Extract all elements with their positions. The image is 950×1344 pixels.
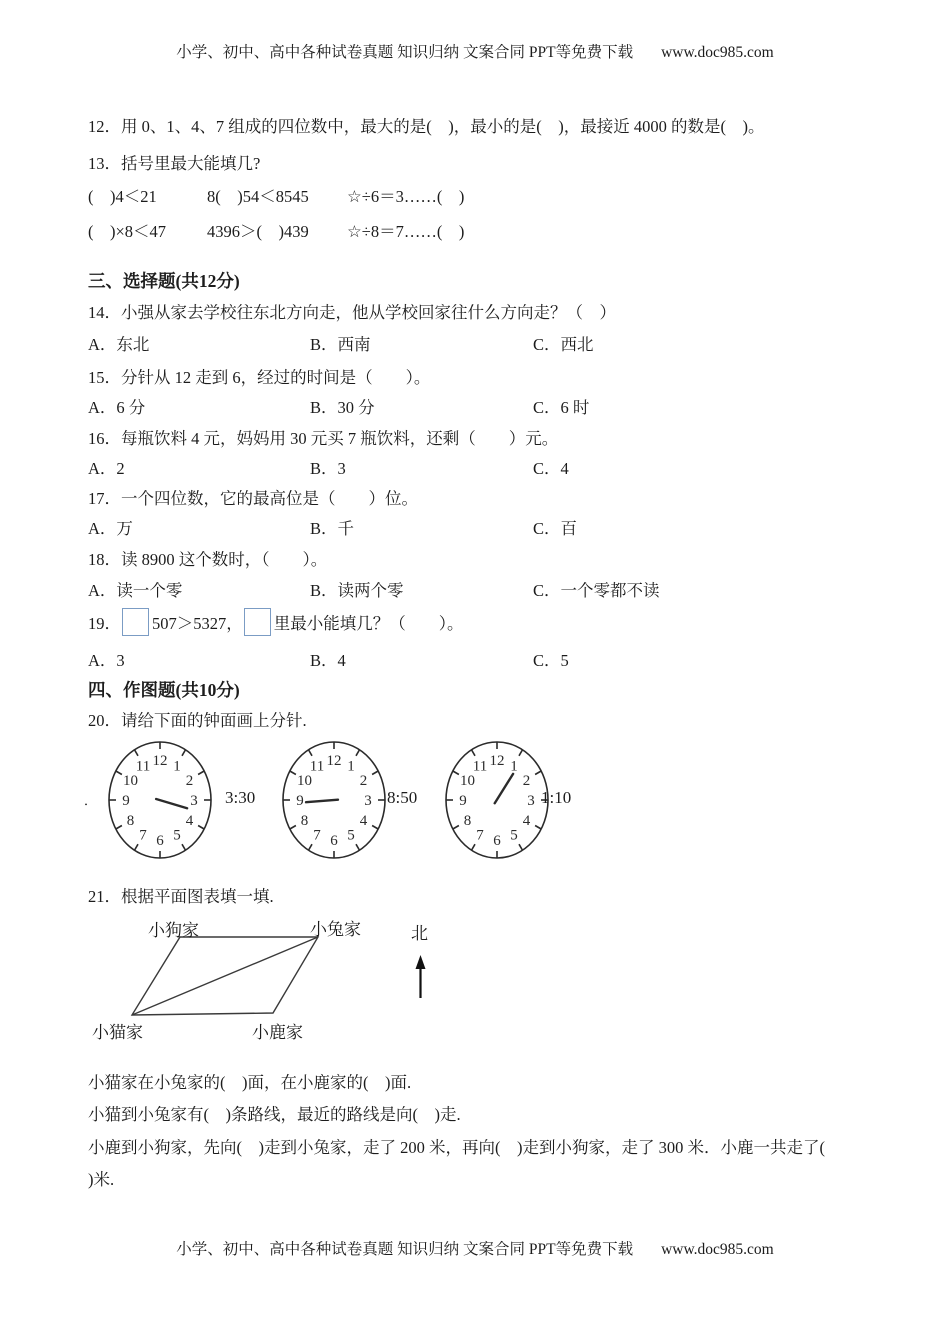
question-21: 21．根据平面图表填一填. [88, 887, 274, 906]
question-16: 16．每瓶饮料 4 元，妈妈用 30 元买 7 瓶饮料，还剩（ ）元。 [88, 429, 559, 448]
svg-text:1: 1 [510, 758, 518, 775]
option-b: B．千 [310, 519, 355, 538]
clock-3-time-label: 1:10 [541, 788, 572, 807]
svg-text:6: 6 [156, 833, 164, 849]
option-c: C．百 [533, 519, 578, 538]
svg-text:2: 2 [359, 773, 368, 789]
svg-text:10: 10 [297, 773, 313, 789]
q13-expression: ( )×8＜47 [88, 222, 167, 241]
svg-text:4: 4 [522, 813, 531, 829]
svg-text:9: 9 [122, 793, 130, 809]
option-b: B．4 [310, 651, 346, 670]
svg-text:7: 7 [139, 827, 147, 844]
clock-face-3 [437, 738, 557, 864]
option-b: B．西南 [310, 335, 371, 354]
map-diagonal [132, 937, 318, 1015]
question-12: 12．用 0、1、4、7 组成的四位数中，最大的是( )，最小的是( )，最接近 4000 的数是( )。 [88, 117, 765, 136]
stray-dot: ． [84, 793, 98, 808]
page-header [0, 40, 950, 62]
question-13: 13．括号里最大能填几? [88, 154, 261, 173]
svg-text:3: 3 [527, 793, 535, 809]
fill-box [122, 608, 149, 636]
svg-text:11: 11 [472, 758, 488, 775]
clock-2 [274, 738, 394, 864]
q19-text-2: 507＞5327， [152, 614, 243, 633]
map-label-dog-house: 小狗家 [148, 921, 199, 940]
option-c: C．5 [533, 651, 569, 670]
option-a: A．东北 [88, 335, 150, 354]
svg-text:7: 7 [476, 827, 484, 844]
svg-text:4: 4 [359, 813, 368, 829]
svg-text:4: 4 [185, 813, 194, 829]
svg-text:9: 9 [459, 793, 467, 809]
map-label-deer-house: 小鹿家 [252, 1023, 303, 1042]
svg-text:1: 1 [347, 758, 355, 775]
svg-text:11: 11 [309, 758, 325, 775]
svg-text:8: 8 [126, 813, 135, 829]
header-url: www.doc985.com [661, 44, 774, 61]
option-b: B．3 [310, 459, 346, 478]
q13-expression: ☆÷6＝3……( ) [347, 187, 465, 206]
clock-face-2 [274, 738, 394, 864]
question-20: 20．请给下面的钟面画上分针. [88, 711, 307, 730]
svg-text:2: 2 [185, 773, 194, 789]
svg-text:5: 5 [510, 827, 518, 844]
svg-text:10: 10 [460, 773, 476, 789]
option-a: A．6 分 [88, 398, 146, 417]
svg-text:12: 12 [326, 753, 342, 769]
clock-1 [100, 738, 220, 864]
fill-box [244, 608, 271, 636]
q19-text-3: 里最小能填几？（ ）。 [273, 614, 464, 633]
q13-expression: ☆÷8＝7……( ) [347, 222, 465, 241]
clock-1-time-label: 3:30 [225, 788, 256, 807]
option-c: C．一个零都不读 [533, 581, 660, 600]
option-c: C．6 时 [533, 398, 590, 417]
option-b: B．30 分 [310, 398, 375, 417]
clock-2-time-label: 8:50 [387, 788, 418, 807]
question-14: 14．小强从家去学校往东北方向走，他从学校回家往什么方向走？（ ） [88, 303, 616, 322]
map-label-north: 北 [411, 924, 428, 943]
clock-3 [437, 738, 557, 864]
footer-text: 小学、初中、高中各种试卷真题 知识归纳 文案合同 PPT等免费下载 [176, 1241, 634, 1258]
q13-expression: 8( )54＜8545 [207, 187, 309, 206]
page-footer [0, 1237, 950, 1259]
svg-text:3: 3 [190, 793, 198, 809]
option-b: B．读两个零 [310, 581, 404, 600]
question-15: 15．分针从 12 走到 6，经过的时间是（ ）。 [88, 368, 431, 387]
question-18: 18．读 8900 这个数时，（ ）。 [88, 550, 328, 569]
svg-text:12: 12 [152, 753, 168, 769]
q13-expression: 4396＞( )439 [207, 222, 309, 241]
svg-text:1: 1 [173, 758, 181, 775]
q13-expression: ( )4＜21 [88, 187, 157, 206]
svg-text:8: 8 [463, 813, 472, 829]
section-4-title: 四、作图题(共10分) [88, 680, 240, 700]
q21-fill-line-3: 小鹿到小狗家，先向( )走到小兔家，走了 200 米，再向( )走到小狗家，走了 300 米．小鹿一共走了( [88, 1138, 825, 1157]
q19-text-1: 19． [88, 614, 121, 633]
question-17: 17．一个四位数，它的最高位是（ ）位。 [88, 489, 418, 508]
map-label-cat-house: 小猫家 [92, 1023, 143, 1042]
svg-text:6: 6 [493, 833, 501, 849]
header-text: 小学、初中、高中各种试卷真题 知识归纳 文案合同 PPT等免费下载 [176, 44, 634, 61]
option-c: C．西北 [533, 335, 594, 354]
question-19 [88, 608, 464, 636]
svg-text:8: 8 [300, 813, 309, 829]
map-label-rabbit-house: 小兔家 [310, 920, 361, 939]
svg-text:3: 3 [364, 793, 372, 809]
section-3-title: 三、选择题(共12分) [88, 271, 240, 291]
q21-fill-line-2: 小猫到小兔家有( )条路线，最近的路线是向( )走. [88, 1105, 461, 1124]
option-c: C．4 [533, 459, 569, 478]
svg-text:5: 5 [173, 827, 181, 844]
svg-text:7: 7 [313, 827, 321, 844]
svg-text:10: 10 [123, 773, 139, 789]
svg-text:5: 5 [347, 827, 355, 844]
north-arrow-head [416, 955, 426, 969]
clock-face-1 [100, 738, 220, 864]
option-a: A．读一个零 [88, 581, 183, 600]
footer-url: www.doc985.com [661, 1241, 774, 1258]
option-a: A．万 [88, 519, 133, 538]
svg-text:11: 11 [135, 758, 151, 775]
svg-text:12: 12 [489, 753, 505, 769]
q21-fill-line-4: )米. [88, 1170, 115, 1189]
option-a: A．3 [88, 651, 125, 670]
option-a: A．2 [88, 459, 125, 478]
q21-fill-line-1: 小猫家在小兔家的( )面，在小鹿家的( )面. [88, 1073, 412, 1092]
svg-text:9: 9 [296, 793, 304, 809]
svg-text:6: 6 [330, 833, 338, 849]
svg-text:2: 2 [522, 773, 531, 789]
